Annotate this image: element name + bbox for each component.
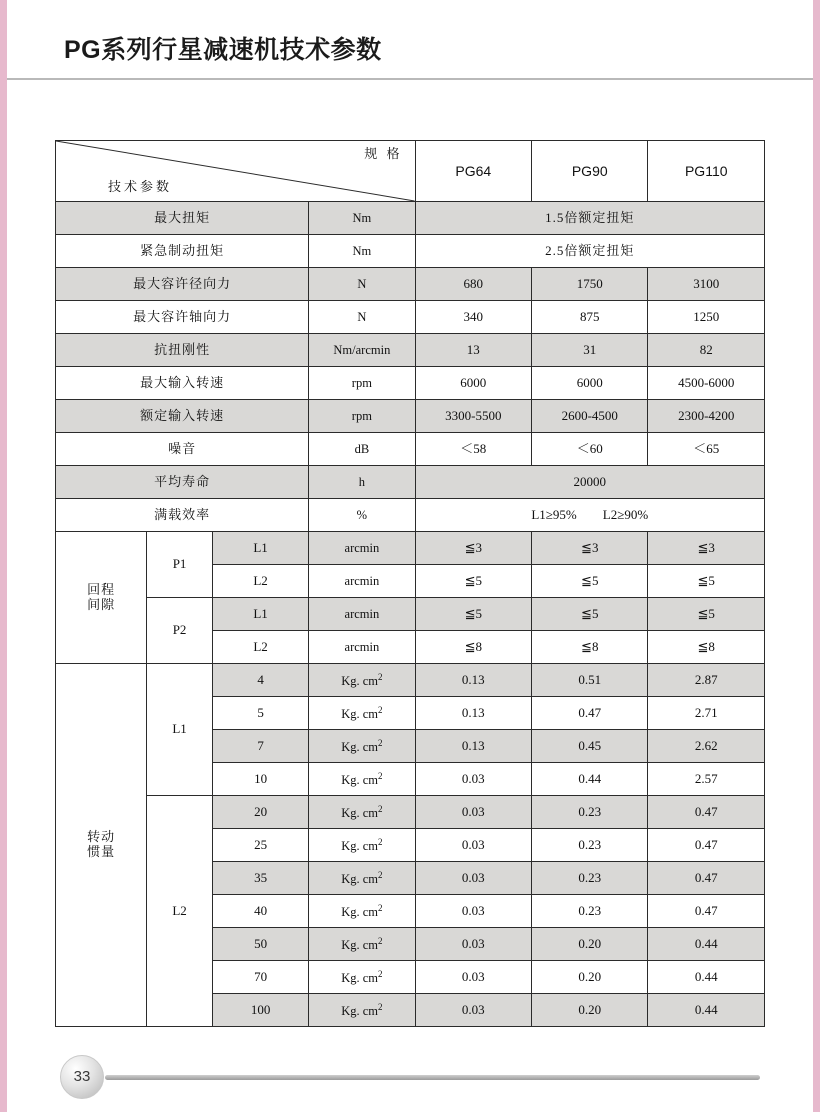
row-label: 紧急制动扭矩 [56, 235, 309, 268]
backlash-value-pg90: ≦8 [532, 631, 648, 664]
backlash-value-pg110: ≦5 [648, 598, 765, 631]
backlash-value-pg110: ≦5 [648, 565, 765, 598]
row-value-pg90: 1750 [532, 268, 648, 301]
table-row [56, 301, 765, 334]
inertia-unit [309, 829, 415, 862]
row-value-pg90: 31 [532, 334, 648, 367]
param-header-label: 技术参数 [108, 179, 173, 195]
inertia-unit-base: Kg. cm [341, 871, 379, 886]
row-value-pg64: ＜58 [415, 433, 531, 466]
backlash-value-pg64: ≦5 [415, 565, 531, 598]
row-label: 最大容许轴向力 [56, 301, 309, 334]
inertia-unit [309, 730, 415, 763]
corner-header-cell [56, 141, 416, 202]
spec-table-body [56, 141, 765, 1027]
inertia-value-pg64: 0.03 [415, 895, 531, 928]
table-row [56, 367, 765, 400]
inertia-unit [309, 664, 415, 697]
page-title: PG系列行星减速机技术参数 [64, 36, 382, 64]
inertia-unit-base: Kg. cm [341, 805, 379, 820]
row-unit: Nm/arcmin [309, 334, 415, 367]
row-value-pg64: 13 [415, 334, 531, 367]
inertia-section-label [56, 664, 147, 1027]
row-unit: rpm [309, 400, 415, 433]
inertia-ratio: 20 [212, 796, 308, 829]
row-span-value: 2.5倍额定扭矩 [415, 235, 764, 268]
right-edge-bar [813, 0, 820, 1112]
inertia-value-pg110: 2.87 [648, 664, 765, 697]
inertia-unit-base: Kg. cm [341, 1003, 379, 1018]
inertia-value-pg90: 0.23 [532, 895, 648, 928]
inertia-value-pg90: 0.23 [532, 829, 648, 862]
inertia-ratio: 50 [212, 928, 308, 961]
inertia-unit [309, 862, 415, 895]
inertia-unit [309, 697, 415, 730]
table-row [56, 334, 765, 367]
backlash-value-pg64: ≦3 [415, 532, 531, 565]
row-unit: dB [309, 433, 415, 466]
inertia-unit [309, 961, 415, 994]
backlash-stage: L2 [212, 631, 308, 664]
backlash-value-pg90: ≦3 [532, 532, 648, 565]
header-divider [7, 78, 813, 80]
inertia-value-pg64: 0.03 [415, 928, 531, 961]
row-label: 噪音 [56, 433, 309, 466]
inertia-ratio: 100 [212, 994, 308, 1027]
row-value-pg64: 6000 [415, 367, 531, 400]
backlash-value-pg110: ≦8 [648, 631, 765, 664]
inertia-unit-base: Kg. cm [341, 937, 379, 952]
inertia-unit-base: Kg. cm [341, 706, 379, 721]
inertia-value-pg64: 0.03 [415, 862, 531, 895]
inertia-unit-sup: 2 [378, 704, 383, 715]
backlash-stage: L2 [212, 565, 308, 598]
inertia-unit [309, 994, 415, 1027]
page-number: 33 [73, 1068, 91, 1085]
backlash-value-pg90: ≦5 [532, 598, 648, 631]
row-value-pg64: 680 [415, 268, 531, 301]
row-unit: Nm [309, 235, 415, 268]
row-value-pg90: ＜60 [532, 433, 648, 466]
row-unit: % [309, 499, 415, 532]
inertia-ratio: 5 [212, 697, 308, 730]
row-span-value: 1.5倍额定扭矩 [415, 202, 764, 235]
inertia-unit [309, 895, 415, 928]
backlash-value-pg110: ≦3 [648, 532, 765, 565]
backlash-unit: arcmin [309, 565, 415, 598]
spec-header-label: 规 格 [364, 146, 403, 161]
row-value-pg90: 6000 [532, 367, 648, 400]
inertia-value-pg110: 2.57 [648, 763, 765, 796]
row-value-pg90: 875 [532, 301, 648, 334]
table-row [56, 499, 765, 532]
row-value-pg110: 82 [648, 334, 765, 367]
table-row [56, 400, 765, 433]
row-unit: N [309, 301, 415, 334]
inertia-value-pg110: 2.71 [648, 697, 765, 730]
row-label: 最大容许径向力 [56, 268, 309, 301]
table-row [56, 664, 765, 697]
inertia-value-pg64: 0.03 [415, 829, 531, 862]
inertia-ratio: 10 [212, 763, 308, 796]
table-row [56, 268, 765, 301]
page-footer [60, 1066, 760, 1088]
inertia-ratio: 35 [212, 862, 308, 895]
table-row [56, 796, 765, 829]
inertia-ratio: 4 [212, 664, 308, 697]
row-value-pg110: ＜65 [648, 433, 765, 466]
inertia-value-pg64: 0.03 [415, 796, 531, 829]
table-row [56, 466, 765, 499]
backlash-group-p1: P1 [147, 532, 213, 598]
row-span-value: L1≥95% L2≥90% [415, 499, 764, 532]
backlash-value-pg64: ≦5 [415, 598, 531, 631]
inertia-unit [309, 796, 415, 829]
backlash-stage: L1 [212, 598, 308, 631]
inertia-value-pg90: 0.44 [532, 763, 648, 796]
inertia-value-pg110: 0.47 [648, 862, 765, 895]
row-value-pg90: 2600-4500 [532, 400, 648, 433]
row-label: 最大输入转速 [56, 367, 309, 400]
inertia-unit-sup: 2 [378, 902, 383, 913]
inertia-unit-sup: 2 [378, 737, 383, 748]
inertia-ratio: 70 [212, 961, 308, 994]
row-value-pg64: 340 [415, 301, 531, 334]
row-value-pg110: 2300-4200 [648, 400, 765, 433]
backlash-group-p2: P2 [147, 598, 213, 664]
backlash-stage: L1 [212, 532, 308, 565]
row-label: 额定输入转速 [56, 400, 309, 433]
model-header-pg90: PG90 [532, 141, 648, 202]
inertia-value-pg110: 0.47 [648, 895, 765, 928]
inertia-value-pg110: 0.47 [648, 829, 765, 862]
inertia-unit-sup: 2 [378, 1001, 383, 1012]
inertia-value-pg64: 0.13 [415, 730, 531, 763]
row-value-pg110: 4500-6000 [648, 367, 765, 400]
inertia-unit-base: Kg. cm [341, 838, 379, 853]
row-label: 平均寿命 [56, 466, 309, 499]
row-unit: Nm [309, 202, 415, 235]
inertia-value-pg110: 0.47 [648, 796, 765, 829]
left-edge-bar [0, 0, 7, 1112]
inertia-unit [309, 928, 415, 961]
inertia-value-pg90: 0.20 [532, 928, 648, 961]
inertia-value-pg90: 0.45 [532, 730, 648, 763]
backlash-unit: arcmin [309, 631, 415, 664]
table-row [56, 235, 765, 268]
inertia-unit-sup: 2 [378, 869, 383, 880]
inertia-unit-base: Kg. cm [341, 904, 379, 919]
backlash-section-label [56, 532, 147, 664]
inertia-value-pg90: 0.23 [532, 862, 648, 895]
inertia-unit-base: Kg. cm [341, 970, 379, 985]
inertia-value-pg90: 0.47 [532, 697, 648, 730]
table-header-row [56, 141, 765, 202]
inertia-value-pg110: 2.62 [648, 730, 765, 763]
backlash-unit: arcmin [309, 532, 415, 565]
backlash-value-pg64: ≦8 [415, 631, 531, 664]
model-header-pg64: PG64 [415, 141, 531, 202]
inertia-value-pg64: 0.13 [415, 664, 531, 697]
row-unit: h [309, 466, 415, 499]
backlash-label-line2: 间隙 [87, 596, 116, 612]
inertia-value-pg64: 0.03 [415, 763, 531, 796]
row-value-pg110: 1250 [648, 301, 765, 334]
row-unit: rpm [309, 367, 415, 400]
spec-table [55, 140, 765, 1027]
row-value-pg110: 3100 [648, 268, 765, 301]
table-row [56, 202, 765, 235]
inertia-value-pg110: 0.44 [648, 928, 765, 961]
inertia-value-pg90: 0.20 [532, 994, 648, 1027]
inertia-unit-base: Kg. cm [341, 772, 379, 787]
inertia-ratio: 40 [212, 895, 308, 928]
inertia-value-pg110: 0.44 [648, 961, 765, 994]
backlash-value-pg90: ≦5 [532, 565, 648, 598]
row-span-value: 20000 [415, 466, 764, 499]
inertia-ratio: 25 [212, 829, 308, 862]
inertia-value-pg90: 0.23 [532, 796, 648, 829]
row-label: 满载效率 [56, 499, 309, 532]
table-row [56, 532, 765, 565]
inertia-label-line1: 转动 [87, 829, 116, 845]
inertia-unit-sup: 2 [378, 803, 383, 814]
inertia-value-pg90: 0.20 [532, 961, 648, 994]
footer-rule [105, 1075, 760, 1080]
inertia-unit-sup: 2 [378, 968, 383, 979]
model-header-pg110: PG110 [648, 141, 765, 202]
inertia-unit-sup: 2 [378, 671, 383, 682]
inertia-unit-sup: 2 [378, 836, 383, 847]
inertia-unit-base: Kg. cm [341, 739, 379, 754]
backlash-label-line1: 回程 [87, 581, 116, 597]
inertia-value-pg64: 0.03 [415, 994, 531, 1027]
inertia-label-line2: 惯量 [87, 844, 116, 859]
inertia-ratio: 7 [212, 730, 308, 763]
backlash-unit: arcmin [309, 598, 415, 631]
inertia-value-pg64: 0.03 [415, 961, 531, 994]
row-value-pg64: 3300-5500 [415, 400, 531, 433]
inertia-unit-base: Kg. cm [341, 673, 379, 688]
inertia-group-l1: L1 [147, 664, 213, 796]
row-label: 最大扭矩 [56, 202, 309, 235]
inertia-unit-sup: 2 [378, 770, 383, 781]
inertia-unit [309, 763, 415, 796]
inertia-unit-sup: 2 [378, 935, 383, 946]
inertia-value-pg64: 0.13 [415, 697, 531, 730]
inertia-value-pg90: 0.51 [532, 664, 648, 697]
inertia-value-pg110: 0.44 [648, 994, 765, 1027]
inertia-group-l2: L2 [147, 796, 213, 1027]
table-row [56, 433, 765, 466]
row-unit: N [309, 268, 415, 301]
table-row [56, 598, 765, 631]
row-label: 抗扭刚性 [56, 334, 309, 367]
